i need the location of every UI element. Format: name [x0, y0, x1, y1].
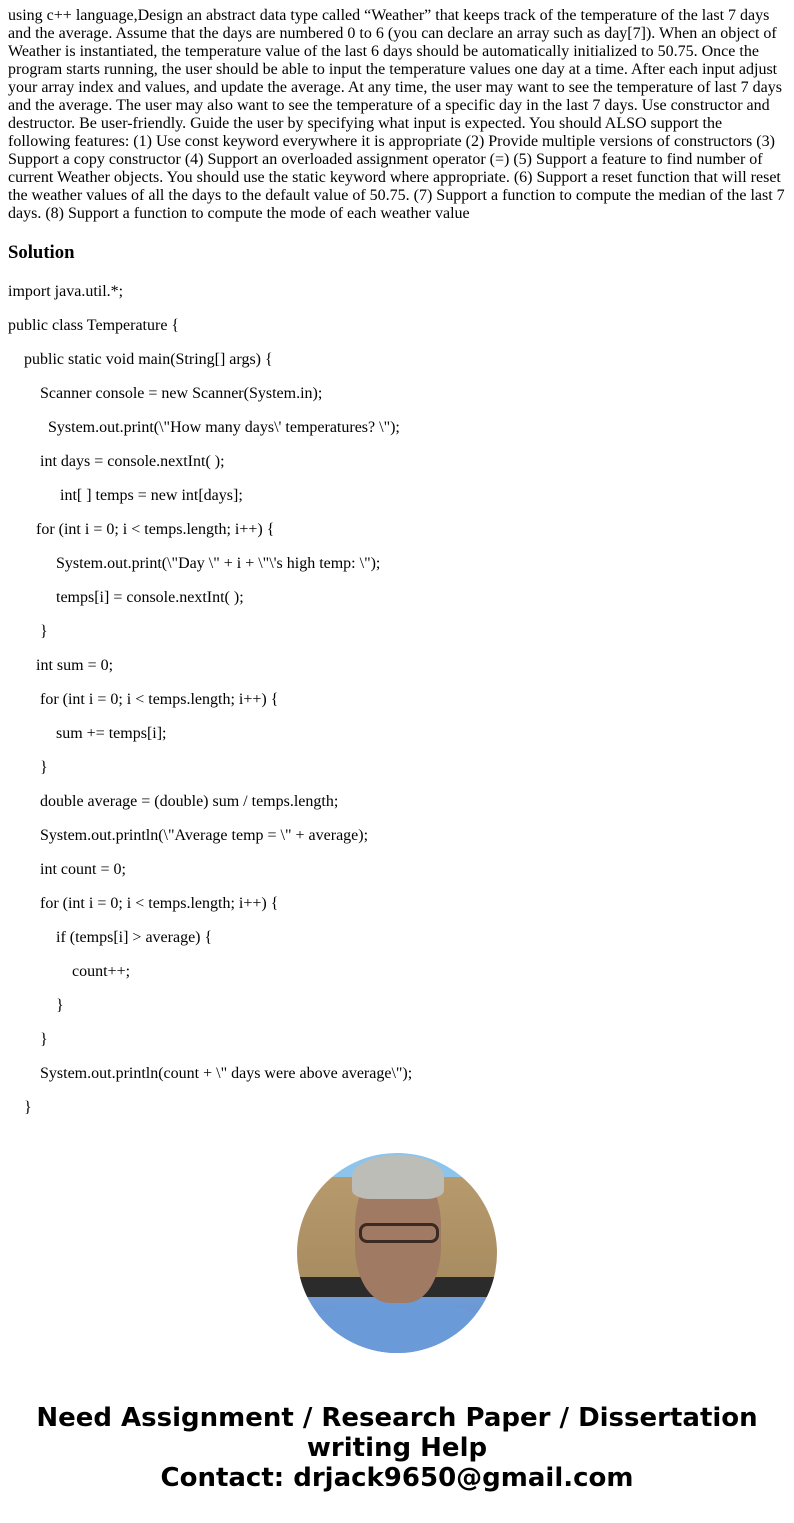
code-line: public class Temperature {: [8, 317, 180, 334]
code-line: }: [24, 1099, 32, 1116]
code-line: }: [40, 623, 48, 640]
code-line: System.out.print(\"Day \" + i + \"\'s high temp: \");: [56, 555, 381, 572]
solution-heading: Solution: [8, 242, 75, 263]
footer-line-1: Need Assignment / Research Paper / Dissertation: [36, 1403, 758, 1433]
author-photo: [297, 1153, 497, 1353]
code-line: int count = 0;: [40, 861, 126, 878]
footer-line-3: Contact: drjack9650@gmail.com: [160, 1463, 634, 1493]
code-line: sum += temps[i];: [56, 725, 167, 742]
question-text: using c++ language,Design an abstract data type called “Weather” that keeps track of the temperature of the last 7 days and the average. Assume that the days are numbered 0 to 6 (you can declare an array such as day[7]). When an object of Weather is instantiated, the temperature value of the last 6 days should be automatically initialized to 50.75. Once the program starts running, the user should be able to input the temperature values one day at a time. After each input adjust your array index and values, and update the average. At any time, the user may want to see the temperature of last 7 days and the average. The user may also want to see the temperature of a specific day in the last 7 days. Use constructor and destructor. Be user-friendly. Guide the user by specifying what input is expected. You should ALSO support the following features: (1) Use const keyword everywhere it is appropriate (2) Provide multiple versions of constructors (3) Support a copy constructor (4) Support an overloaded assignment operator (=) (5) Support a feature to find number of current Weather objects. You should use the static keyword where appropriate. (6) Support a reset function that will reset the weather values of all the days to the default value of 50.75. (7) Support a function to compute the median of the last 7 days. (8) Support a function to compute the mode of each weather value: [8, 7, 785, 222]
code-line: System.out.println(count + \" days were above average\");: [40, 1065, 413, 1082]
code-line: import java.util.*;: [8, 283, 124, 300]
code-line: count++;: [72, 963, 131, 980]
code-line: System.out.print(\"How many days\' temperatures? \");: [48, 419, 400, 436]
code-line: }: [40, 1031, 48, 1048]
code-line: int sum = 0;: [36, 657, 114, 674]
code-line: Scanner console = new Scanner(System.in);: [40, 385, 323, 402]
code-line: for (int i = 0; i < temps.length; i++) {: [40, 895, 279, 912]
code-line: int days = console.nextInt( );: [40, 453, 225, 470]
code-line: for (int i = 0; i < temps.length; i++) {: [36, 521, 275, 538]
code-line: }: [40, 759, 48, 776]
code-block: [8, 283, 788, 1133]
code-line: public static void main(String[] args) {: [24, 351, 273, 368]
code-line: temps[i] = console.nextInt( );: [56, 589, 244, 606]
footer-contact: [0, 1403, 794, 1493]
code-line: double average = (double) sum / temps.length;: [40, 793, 339, 810]
code-line: }: [56, 997, 64, 1014]
footer-line-2: writing Help: [306, 1433, 488, 1463]
code-line: for (int i = 0; i < temps.length; i++) {: [40, 691, 279, 708]
code-line: if (temps[i] > average) {: [56, 929, 213, 946]
code-line: int[ ] temps = new int[days];: [60, 487, 243, 504]
code-line: System.out.println(\"Average temp = \" + average);: [40, 827, 369, 844]
